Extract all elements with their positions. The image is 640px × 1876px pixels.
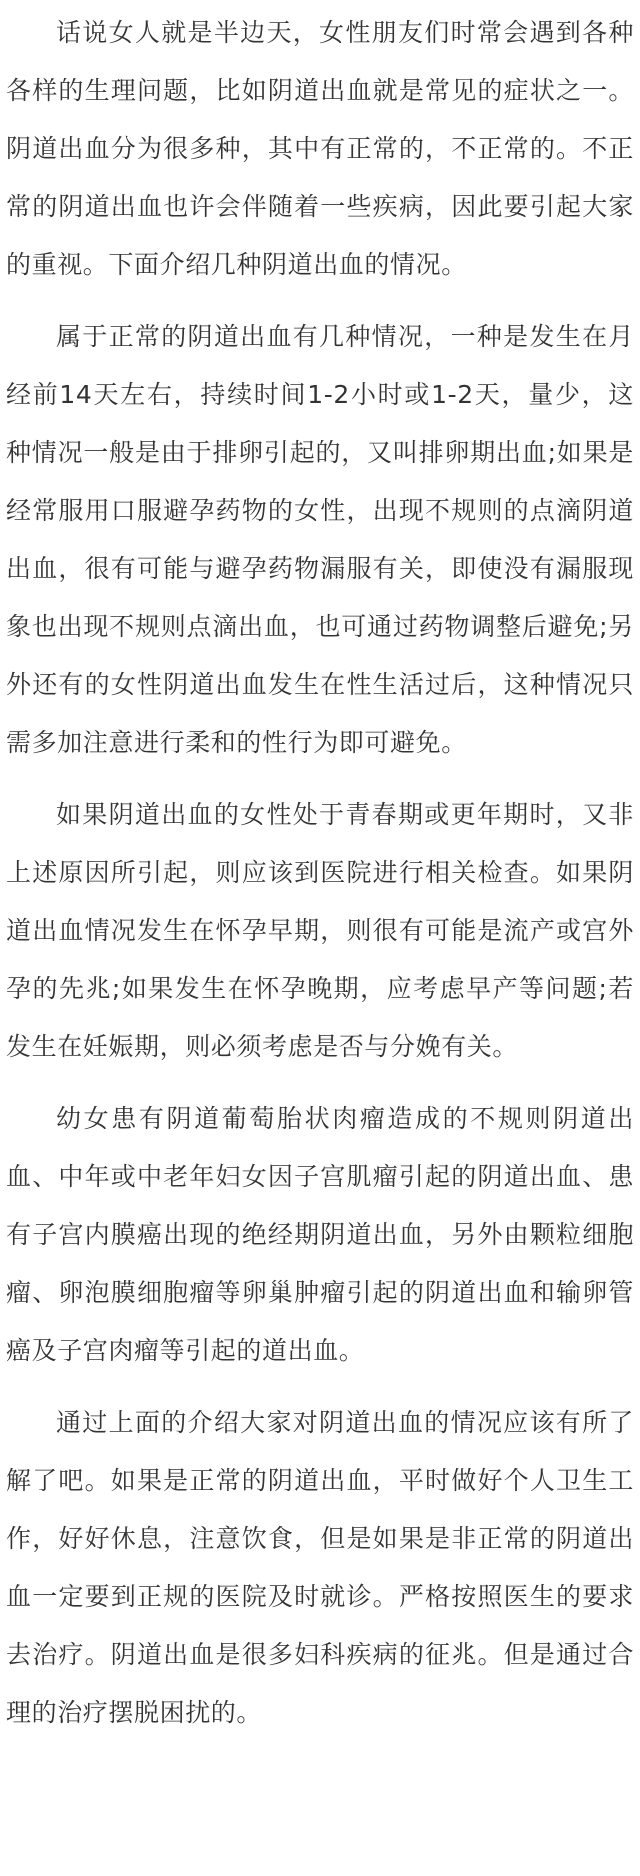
paragraph-puberty-pregnancy: 如果阴道出血的女性处于青春期或更年期时，又非上述原因所引起，则应该到医院进行相关检查。如果阴道出血情况发生在怀孕早期，则很有可能是流产或宫外孕的先兆;如果发生在怀孕晚期，应考虑早产等问题;若发生在妊娠期，则必须考虑是否与分娩有关。 [6, 800, 634, 1061]
paragraph-conclusion: 通过上面的介绍大家对阴道出血的情况应该有所了解了吧。如果是正常的阴道出血，平时做好个人卫生工作，好好休息，注意饮食，但是如果是非正常的阴道出血一定要到正规的医院及时就诊。严格按照医生的要求去治疗。阴道出血是很多妇科疾病的征兆。但是通过合理的治疗摆脱困扰的。 [6, 1408, 634, 1727]
paragraph-normal-bleeding: 属于正常的阴道出血有几种情况，一种是发生在月经前14天左右，持续时间1-2小时或1-2天，量少，这种情况一般是由于排卵引起的，又叫排卵期出血;如果是经常服用口服避孕药物的女性，出现不规则的点滴阴道出血，很有可能与避孕药物漏服有关，即使没有漏服现象也出现不规则点滴出血，也可通过药物调整后避免;另外还有的女性阴道出血发生在性生活过后，这种情况只需多加注意进行柔和的性行为即可避免。 [6, 322, 634, 757]
paragraph-intro: 话说女人就是半边天，女性朋友们时常会遇到各种各样的生理问题，比如阴道出血就是常见的症状之一。阴道出血分为很多种，其中有正常的，不正常的。不正常的阴道出血也许会伴随着一些疾病，因此要引起大家的重视。下面介绍几种阴道出血的情况。 [6, 18, 634, 279]
paragraph-tumor-causes: 幼女患有阴道葡萄胎状肉瘤造成的不规则阴道出血、中年或中老年妇女因子宫肌瘤引起的阴道出血、患有子宫内膜癌出现的绝经期阴道出血，另外由颗粒细胞瘤、卵泡膜细胞瘤等卵巢肿瘤引起的阴道出血和输卵管癌及子宫肉瘤等引起的道出血。 [6, 1104, 634, 1365]
